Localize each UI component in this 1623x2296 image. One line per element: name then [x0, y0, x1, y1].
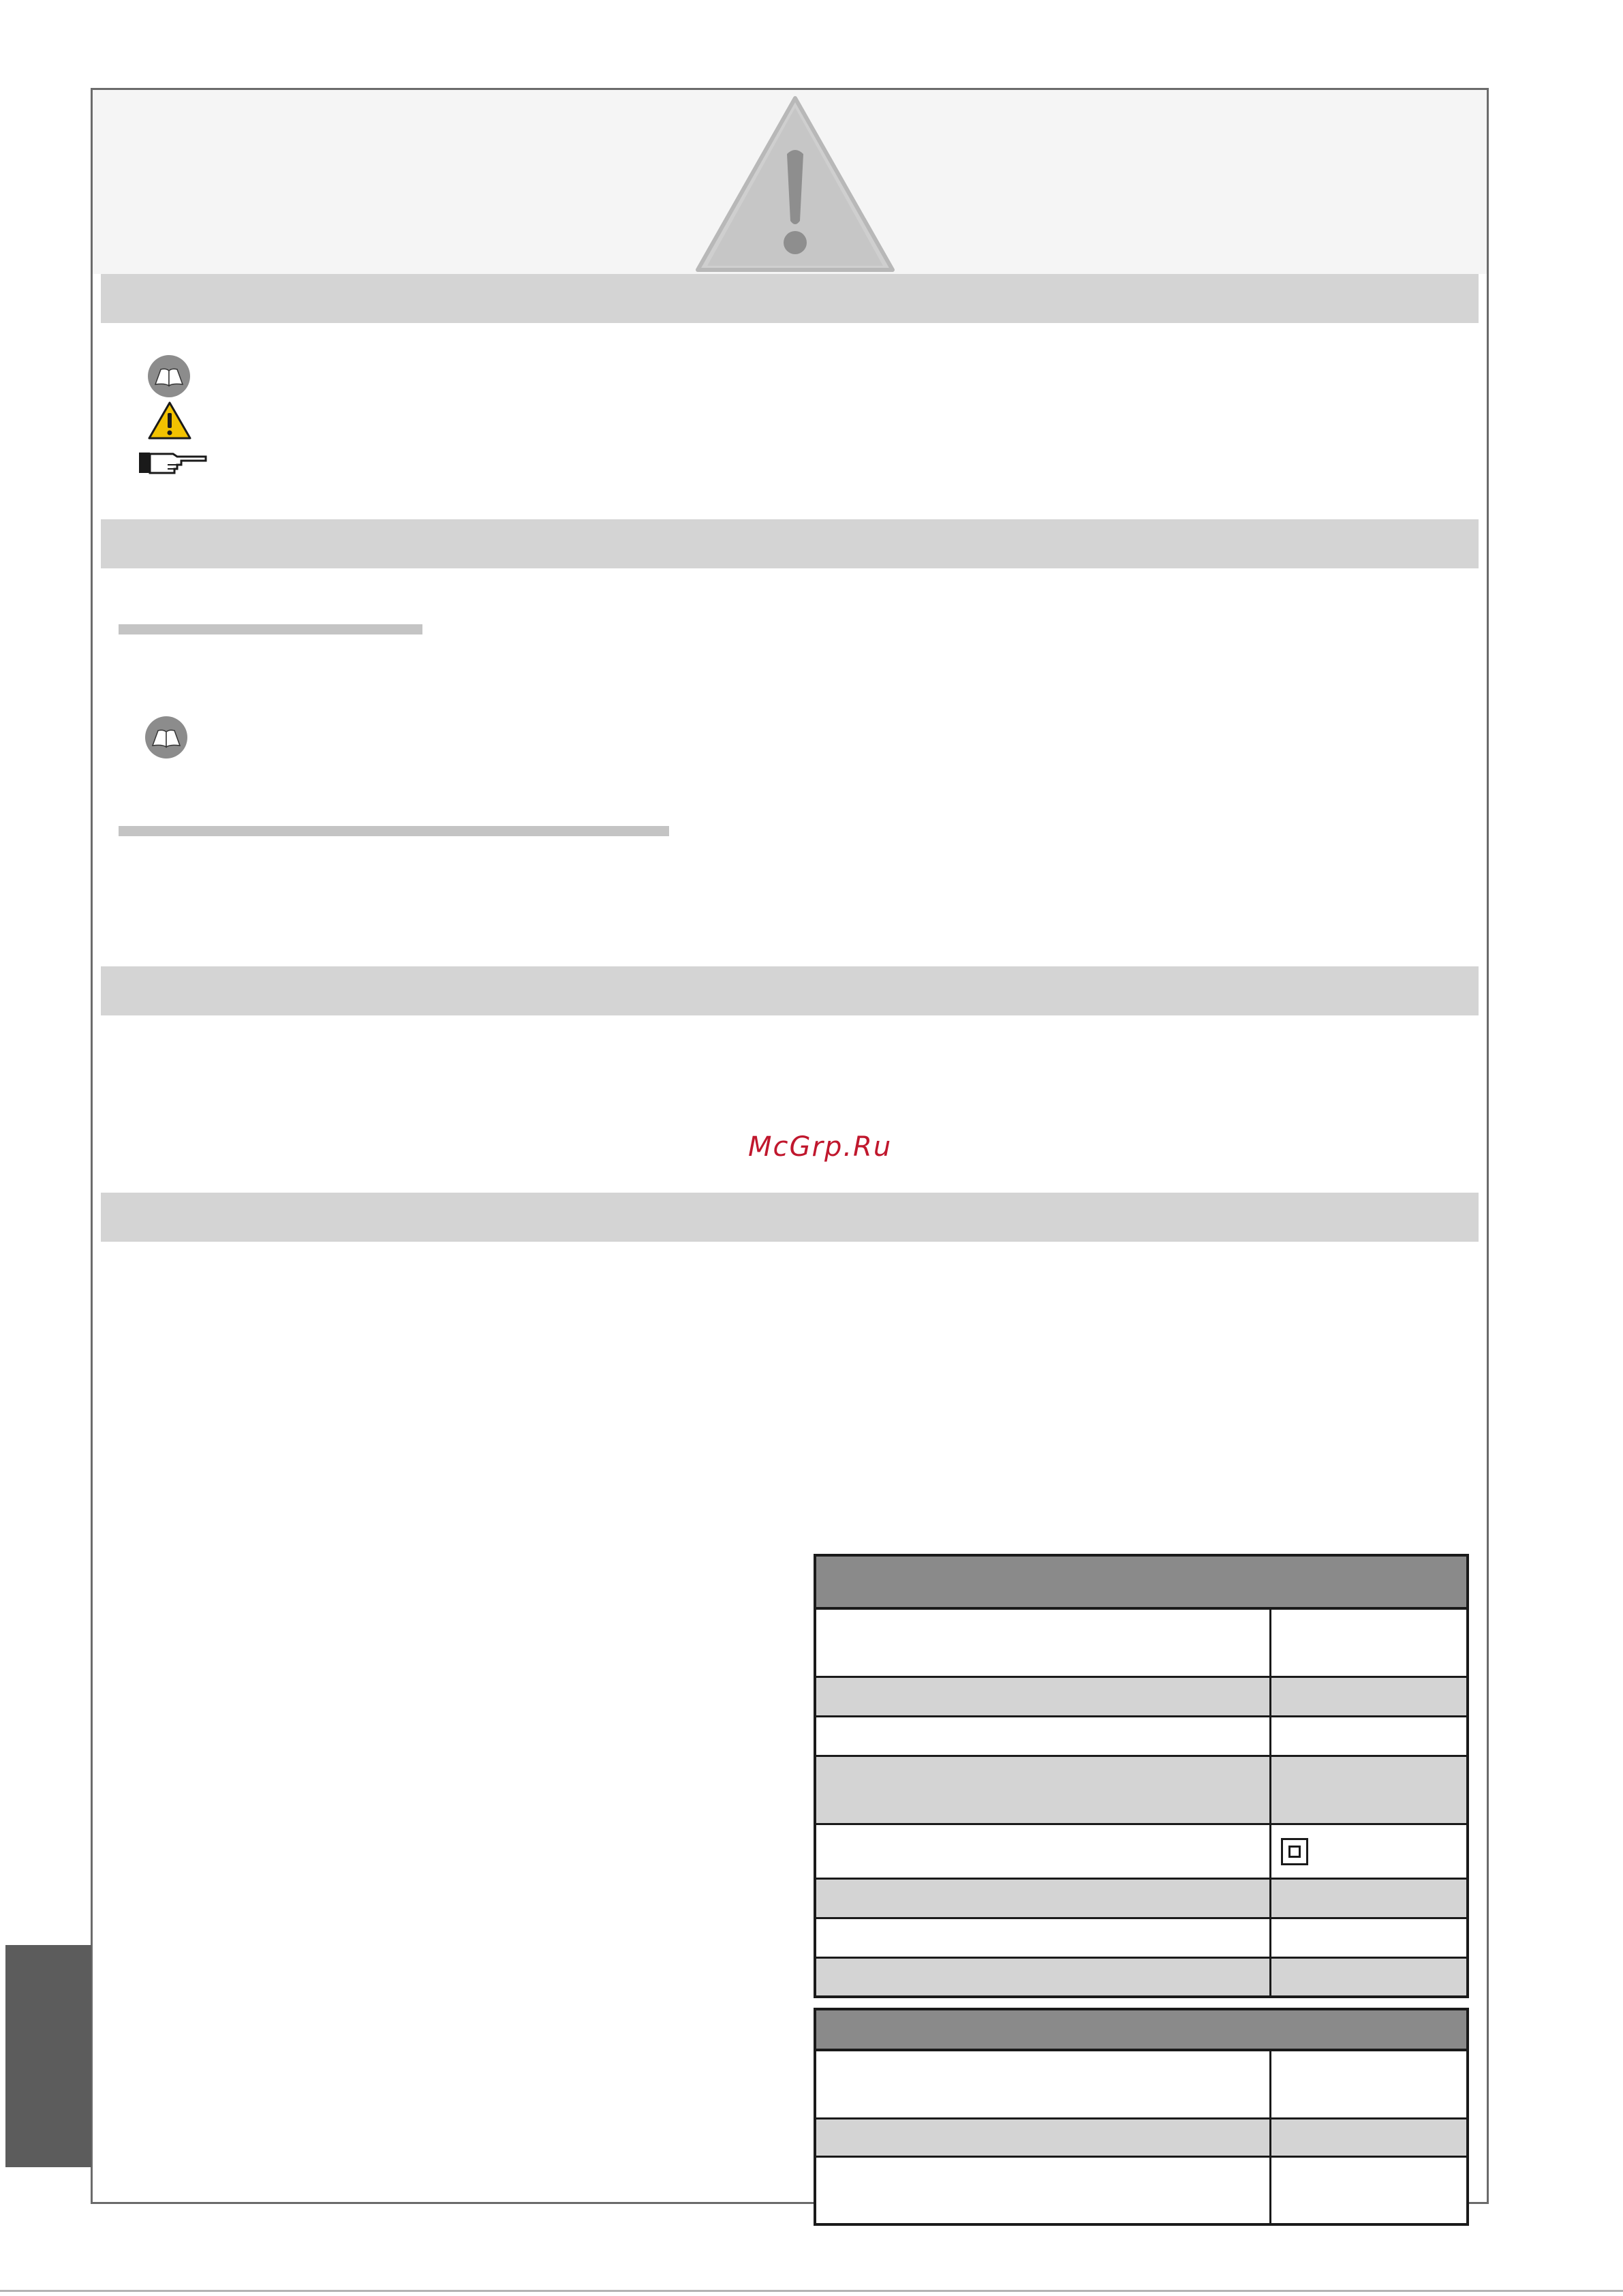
- table-row: [816, 1717, 1466, 1757]
- book-icon: [144, 716, 188, 759]
- table-row: [816, 1678, 1466, 1717]
- table-header: [816, 1557, 1466, 1610]
- table-row: [816, 1880, 1466, 1919]
- table-row: [816, 2051, 1466, 2119]
- section-bar-4: [101, 1193, 1479, 1242]
- table-row: [816, 1610, 1466, 1678]
- bottom-rule: [0, 2290, 1623, 2292]
- table-row: [816, 1825, 1466, 1880]
- warning-icon: [147, 401, 192, 440]
- table-row: [816, 2119, 1466, 2158]
- table-row: [816, 1959, 1466, 1995]
- spec-table-2: [814, 2008, 1469, 2226]
- watermark: McGrp.Ru: [748, 1131, 893, 1163]
- table-row: [816, 1919, 1466, 1959]
- table-header: [816, 2010, 1466, 2051]
- side-tab: [5, 1945, 91, 2167]
- section-bar-2: [101, 519, 1479, 568]
- spec-table-1: [814, 1554, 1469, 1998]
- book-icon: [147, 354, 191, 398]
- pointing-hand-icon: [138, 450, 208, 476]
- double-insulation-icon: [1281, 1838, 1308, 1865]
- subheading-rule-2: [119, 826, 669, 836]
- table-row: [816, 1757, 1466, 1825]
- warning-triangle-icon: [691, 91, 899, 274]
- subheading-rule-1: [119, 624, 422, 634]
- section-bar-1: [101, 274, 1479, 323]
- table-row: [816, 2158, 1466, 2223]
- section-bar-3: [101, 966, 1479, 1015]
